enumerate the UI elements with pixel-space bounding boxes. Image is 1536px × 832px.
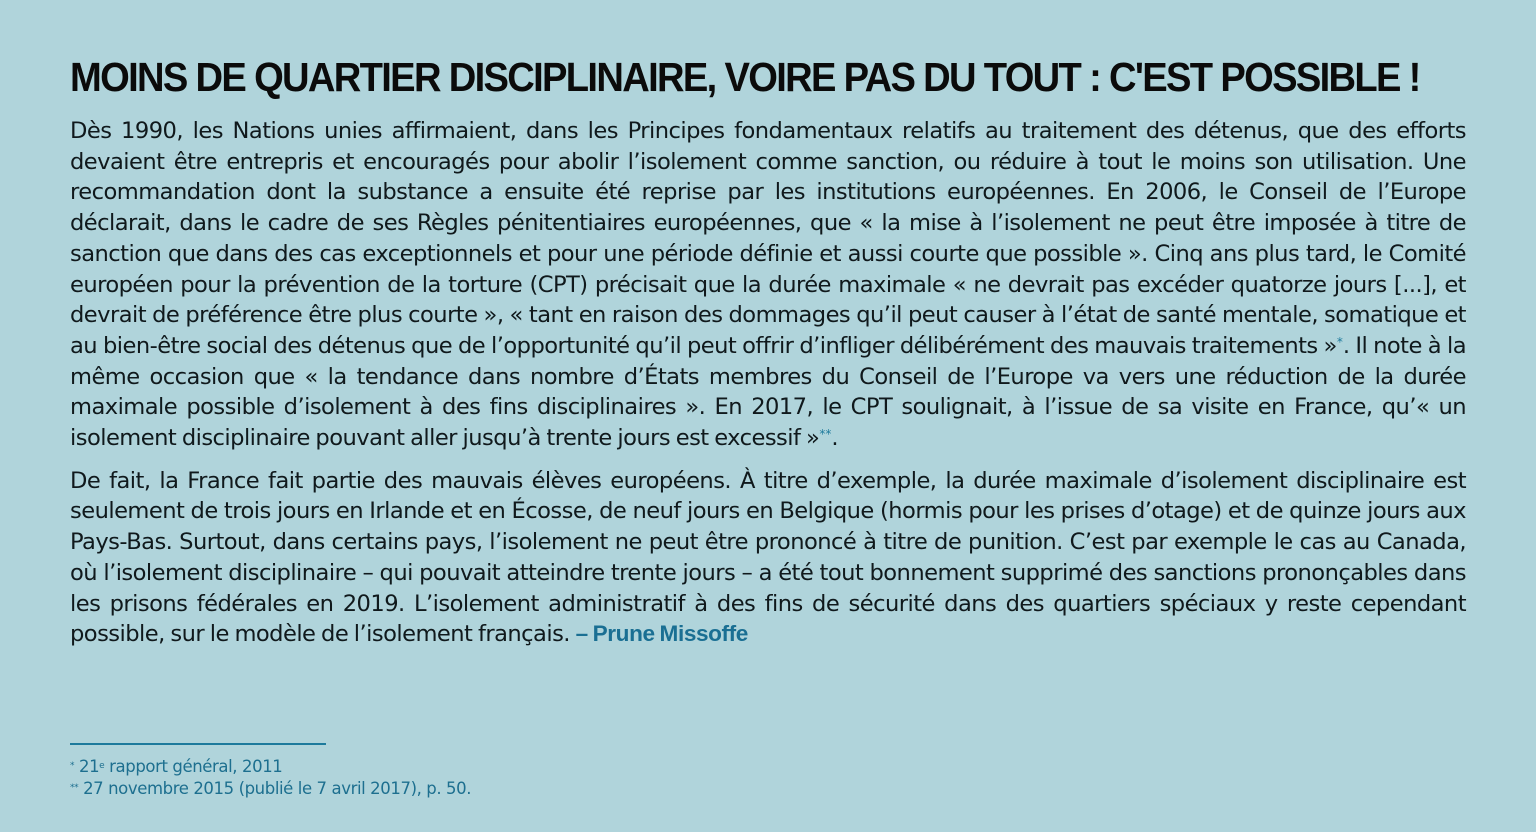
footnote-1-ordinal: e [99,761,105,771]
paragraph-1-part-1: Dès 1990, les Nations unies affirmaient, dans les Principes fondamentaux relatifs au traitement des détenus, que des efforts devaient être entrepris et encouragés pour abolir l’isolement comme sanction, ou réduire à tout le moins son utilisation. Une recommandation dont la substance a ensuite été reprise par les institutions européennes. En 2006, le Conseil de l’Europe déclarait, dans le cadre de ses Règles pénitentiaires européennes, que « la mise à l’isolement ne peut être imposée à titre de sanction que dans des cas exceptionnels et pour une période définie et aussi courte que possible ». Cinq ans plus tard, le Comité européen pour la prévention de la torture (CPT) précisait que la durée maximale « ne devrait pas excéder quatorze jours [...], et devrait de préférence être plus courte », « tant en raison des dommages qu’il peut causer à l’état de santé mentale, somatique et au bien-être social des détenus que de l’opportunité qu’il peut offrir d’infliger délibérément des mauvais traitements » [70,118,1466,359]
paragraph-1 [70,116,1466,454]
footnote-ref-1[interactable]: * [1336,334,1343,349]
footnotes [70,756,471,800]
paragraph-1-part-3: . [831,425,838,452]
paragraph-1-part-2: . Il note à la même occasion que « la tendance dans nombre d’États membres du Conseil de l’Europe va vers une réduction de la durée maximale possible d’isolement à des fins disciplinaires ». En 2017, le CPT soulignait, à l’issue de sa visite en France, qu’« un isolement disciplinaire pouvant aller jusqu’à trente jours est excessif » [70,332,1466,452]
footnote-1 [70,756,471,778]
footnote-2-text: 27 novembre 2015 (publié le 7 avril 2017), p. 50. [83,779,472,798]
paragraph-2-text: De fait, la France fait partie des mauvais élèves européens. À titre d’exemple, la durée maximale d’isolement disciplinaire est seulement de trois jours en Irlande et en Écosse, de neuf jours en Belgique (hormis pour les prises d’otage) et de quinze jours aux Pays-Bas. Surtout, dans certains pays, l’isolement ne peut être prononcé à titre de punition. C’est par exemple le cas au Canada, où l’isolement disciplinaire – qui pouvait atteindre trente jours – a été tout bonnement supprimé des sanctions prononçables dans les prisons fédérales en 2019. L’isolement administratif à des fins de sécurité dans des quartiers spéciaux y reste cependant possible, sur le modèle de l’isolement français. [70,467,1466,648]
footnote-divider [70,743,326,745]
footnote-1-text: rapport général, 2011 [104,757,283,776]
article-title: MOINS DE QUARTIER DISCIPLINAIRE, VOIRE PAS DU TOUT : C'EST POSSIBLE ! [70,54,1420,100]
footnote-1-marker: * [70,761,75,771]
footnote-2-marker: ** [70,783,79,793]
article [70,52,1466,650]
footnote-1-number: 21 [78,757,100,776]
footnote-2 [70,778,471,800]
paragraph-2 [70,466,1466,650]
footnote-ref-2[interactable]: ** [819,427,832,442]
author-signature: – Prune Missoffe [575,621,748,647]
